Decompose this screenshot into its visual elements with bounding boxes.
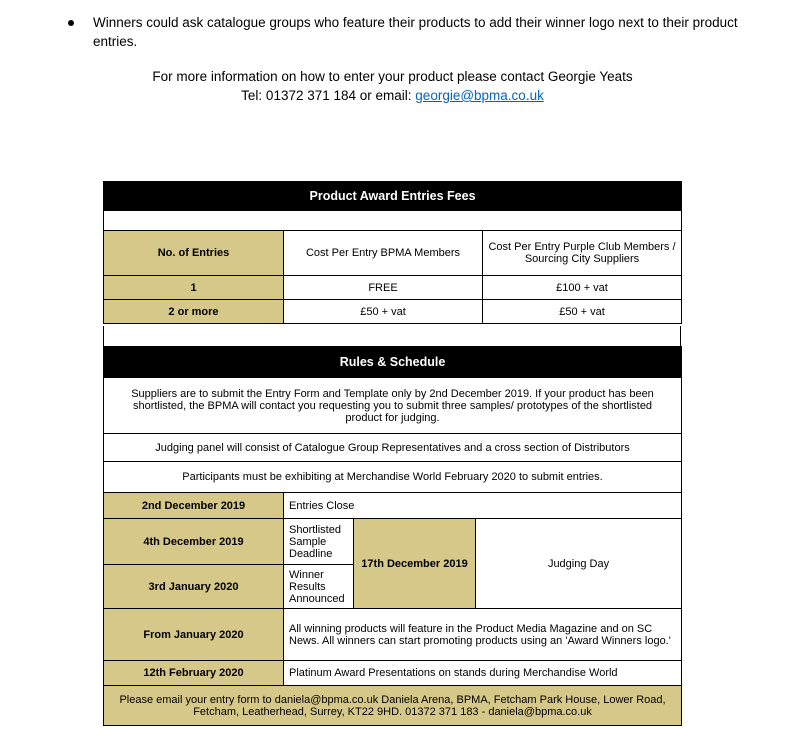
schedule-date-5: From January 2020	[104, 609, 284, 661]
schedule-date-1: 2nd December 2019	[104, 493, 284, 519]
schedule-event-3: Winner Results Announced	[284, 565, 354, 609]
bullet-item	[68, 13, 758, 51]
schedule-date-4: 17th December 2019	[354, 519, 476, 609]
fees-header-entries: No. of Entries	[104, 231, 284, 276]
contact-tel: Tel: 01372 371 184 or email:	[241, 88, 416, 103]
fees-row1-purple: £100 + vat	[483, 276, 682, 300]
fees-header-bpma: Cost Per Entry BPMA Members	[284, 231, 483, 276]
contact-line-2	[0, 86, 785, 105]
tables-gap	[103, 326, 681, 346]
rules-para-2: Judging panel will consist of Catalogue Group Representatives and a cross section of Distributors	[104, 434, 682, 462]
rules-para-1: Suppliers are to submit the Entry Form and Template only by 2nd December 2019. If your product has been shortlisted, the BPMA will contact you requesting you to submit three samples/ prototypes of the shortlisted product for judging.	[104, 378, 682, 434]
schedule-event-6: Platinum Award Presentations on stands during Merchandise World	[284, 661, 682, 686]
rules-table	[103, 346, 682, 726]
contact-line-1: For more information on how to enter your product please contact Georgie Yeats	[152, 69, 633, 84]
fees-row2-bpma: £50 + vat	[284, 300, 483, 324]
schedule-event-1: Entries Close	[284, 493, 682, 519]
rules-title: Rules & Schedule	[104, 347, 682, 378]
fees-row1-bpma: FREE	[284, 276, 483, 300]
schedule-event-4: Judging Day	[476, 519, 682, 609]
schedule-event-2: Shortlisted Sample Deadline	[284, 519, 354, 565]
fees-spacer	[104, 211, 682, 231]
rules-footer: Please email your entry form to daniela@bpma.co.uk Daniela Arena, BPMA, Fetcham Park House, Lower Road, Fetcham, Leatherhead, Surrey, KT22 9HD. 01372 371 183 - daniela@bpma.co.uk	[104, 686, 682, 726]
fees-header-purple: Cost Per Entry Purple Club Members / Sourcing City Suppliers	[483, 231, 682, 276]
rules-para-3: Participants must be exhibiting at Merchandise World February 2020 to submit entries.	[104, 462, 682, 493]
schedule-date-2: 4th December 2019	[104, 519, 284, 565]
schedule-event-5: All winning products will feature in the Product Media Magazine and on SC News. All winners can start promoting products using an 'Award Winners logo.'	[284, 609, 682, 661]
bullet-dot-icon	[68, 20, 74, 26]
fees-row1-entries: 1	[104, 276, 284, 300]
fees-row2-purple: £50 + vat	[483, 300, 682, 324]
schedule-date-6: 12th February 2020	[104, 661, 284, 686]
fees-row2-entries: 2 or more	[104, 300, 284, 324]
bullet-text: Winners could ask catalogue groups who feature their products to add their winner logo next to their product entries.	[93, 15, 738, 49]
contact-email-link[interactable]: georgie@bpma.co.uk	[415, 88, 544, 103]
schedule-date-3: 3rd January 2020	[104, 565, 284, 609]
fees-table	[103, 181, 682, 324]
fees-title: Product Award Entries Fees	[104, 182, 682, 211]
